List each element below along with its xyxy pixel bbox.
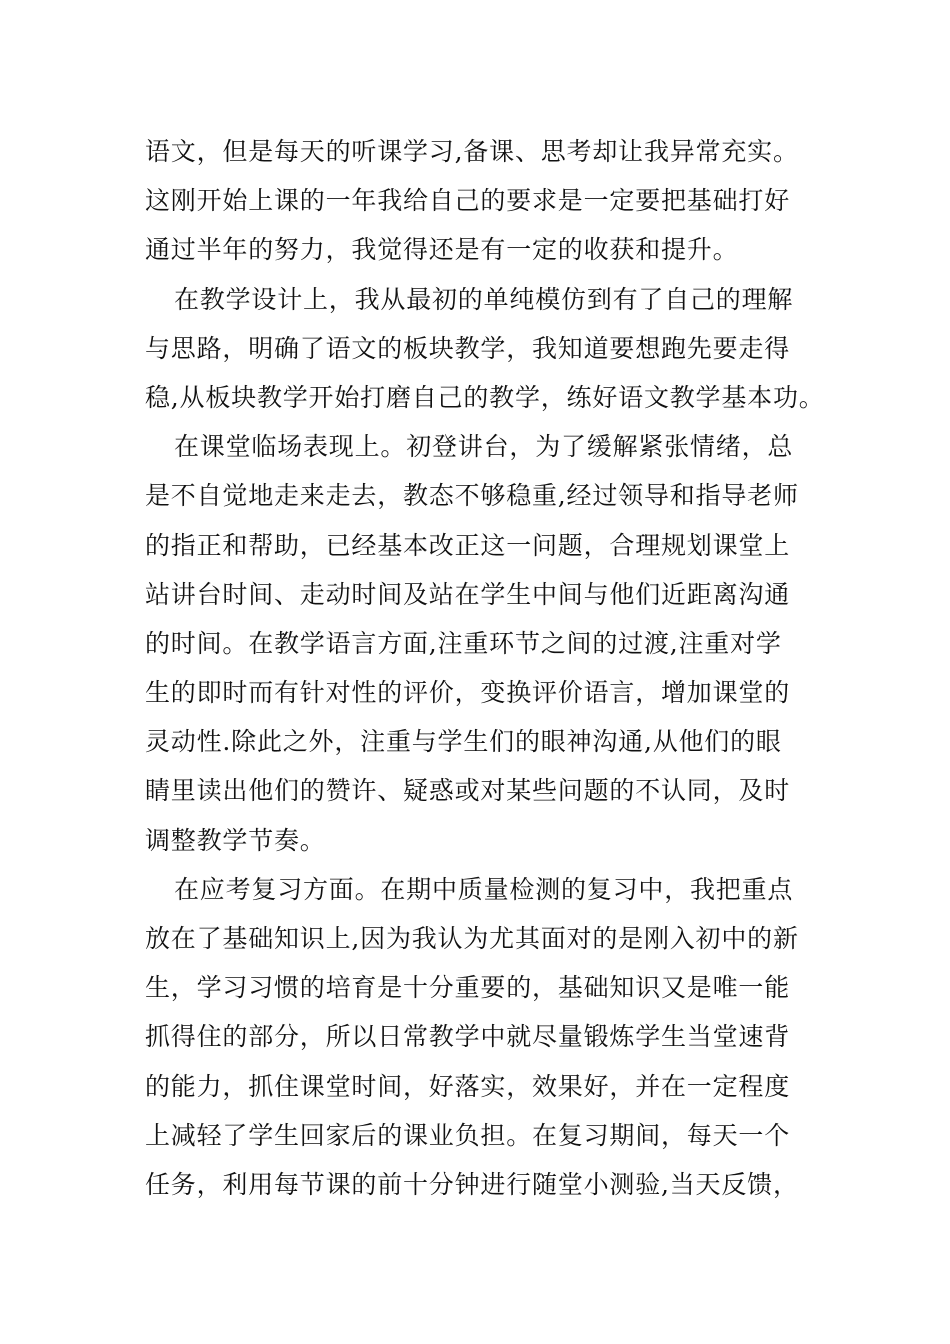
text-line: 灵动性.除此之外，注重与学生们的眼神沟通,从他们的眼 [145, 727, 782, 757]
text-line: 任务，利用每节课的前十分钟进行随堂小测验,当天反馈， [145, 1169, 799, 1199]
text-line: 通过半年的努力，我觉得还是有一定的收获和提升。 [145, 235, 739, 265]
text-line: 站讲台时间、走动时间及站在学生中间与他们近距离沟通 [145, 579, 791, 609]
text-line: 这刚开始上课的一年我给自己的要求是一定要把基础打好 [145, 186, 791, 216]
text-line: 稳,从板块教学开始打磨自己的教学，练好语文教学基本功。 [145, 382, 825, 412]
text-line: 睛里读出他们的赞许、疑惑或对某些问题的不认同，及时 [145, 776, 791, 806]
text-line: 的时间。在教学语言方面,注重环节之间的过渡,注重对学 [145, 628, 782, 658]
text-line: 的指正和帮助，已经基本改正这一问题，合理规划课堂上 [145, 530, 791, 560]
text-line: 调整教学节奏。 [145, 825, 326, 855]
text-line: 与思路，明确了语文的板块教学，我知道要想跑先要走得 [145, 333, 791, 363]
paragraph-first-line: 在应考复习方面。在期中质量检测的复习中，我把重点 [174, 874, 794, 904]
text-line: 生，学习习惯的培育是十分重要的，基础知识又是唯一能 [145, 973, 791, 1003]
text-line: 生的即时而有针对性的评价，变换评价语言，增加课堂的 [145, 678, 791, 708]
body-text [145, 127, 825, 1209]
text-line: 上减轻了学生回家后的课业负担。在复习期间，每天一个 [145, 1120, 791, 1150]
text-line: 放在了基础知识上,因为我认为尤其面对的是刚入初中的新 [145, 924, 799, 953]
text-line: 的能力，抓住课堂时间，好落实，效果好，并在一定程度 [145, 1071, 791, 1101]
text-line: 语文，但是每天的听课学习,备课、思考却让我异常充实。 [145, 137, 799, 166]
text-line: 是不自觉地走来走去，教态不够稳重,经过领导和指导老师 [145, 481, 799, 511]
paragraph-first-line: 在课堂临场表现上。初登讲台，为了缓解紧张情绪，总 [174, 432, 794, 462]
text-line: 抓得住的部分，所以日常教学中就尽量锻炼学生当堂速背 [145, 1022, 791, 1052]
paragraph-first-line: 在教学设计上，我从最初的单纯模仿到有了自己的理解 [174, 284, 794, 314]
